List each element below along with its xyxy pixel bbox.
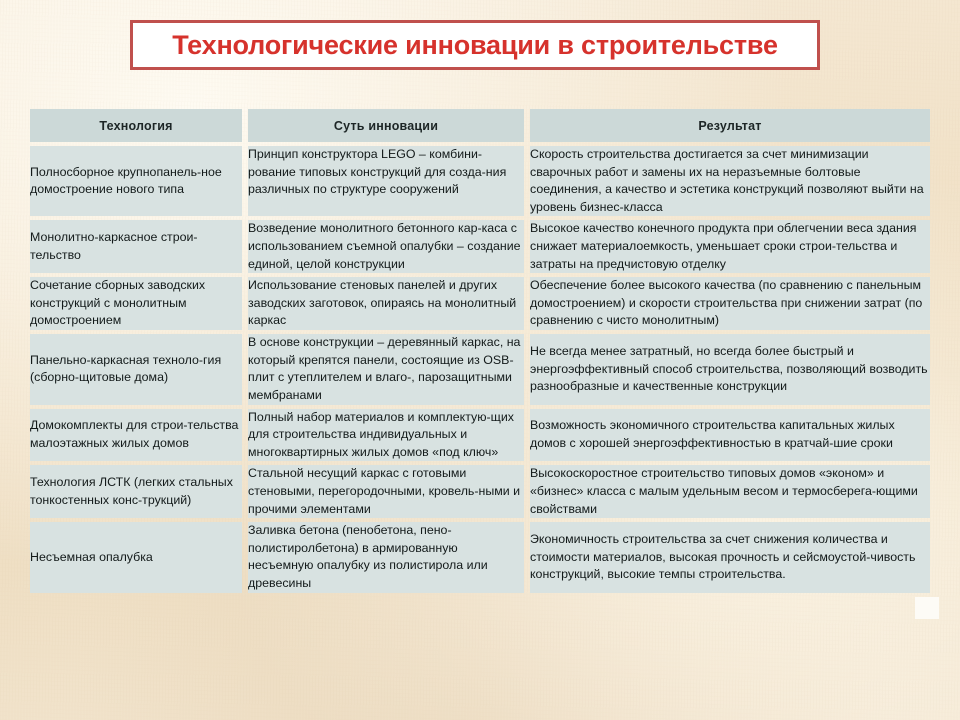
slide-title-box: [130, 20, 820, 70]
cell-result: Обеспечение более высокого качества (по сравнению с панельным домостроением) и скорости строительства при снижении затрат (по сравнению с чисто монолитным): [530, 277, 930, 330]
table-header-row: [30, 109, 930, 142]
table-row: [30, 220, 930, 273]
cell-technology: Монолитно-каркасное строи-тельство: [30, 220, 242, 273]
cell-result: Высокое качество конечного продукта при облегчении веса здания снижает материалоемкость, уменьшает сроки строи-тельства и затраты на предчистовую отделку: [530, 220, 930, 273]
table-header: [30, 109, 930, 142]
table-row: [30, 409, 930, 462]
table-row: [30, 277, 930, 330]
column-header-technology: Технология: [30, 109, 242, 142]
cell-result: Экономичность строительства за счет снижения количества и стоимости материалов, высокая прочность и сейсмоустой-чивость конструкций, высокие темпы строительства.: [530, 522, 930, 592]
table-row: [30, 146, 930, 216]
cell-technology: Технология ЛСТК (легких стальных тонкостенных конс-трукций): [30, 465, 242, 518]
table-row: [30, 465, 930, 518]
cell-essence: Стальной несущий каркас с готовыми стеновыми, перегородочными, кровель-ными и прочими элементами: [248, 465, 524, 518]
cell-technology: Панельно-каркасная техноло-гия (сборно-щитовые дома): [30, 334, 242, 404]
table-row: [30, 334, 930, 404]
slide-corner-artifact: [915, 597, 939, 619]
table-body: [30, 146, 930, 593]
cell-technology: Домокомплекты для строи-тельства малоэтажных жилых домов: [30, 409, 242, 462]
table-row: [30, 522, 930, 592]
cell-technology: Несъемная опалубка: [30, 522, 242, 592]
cell-technology: Полносборное крупнопанель-ное домостроение нового типа: [30, 146, 242, 216]
cell-result: Высокоскоростное строительство типовых домов «эконом» и «бизнес» класса с малым удельным весом и термосберега-ющими свойствами: [530, 465, 930, 518]
cell-essence: Заливка бетона (пенобетона, пено-полистиролбетона) в армированную несъемную опалубку из полистирола или древесины: [248, 522, 524, 592]
cell-essence: Возведение монолитного бетонного кар-каса с использованием съемной опалубки – создание единой, целой конструкции: [248, 220, 524, 273]
innovations-table: [24, 105, 936, 597]
cell-essence: В основе конструкции – деревянный каркас, на который крепятся панели, состоящие из OSB-плит с утеплителем и влаго-, парозащитными мембранами: [248, 334, 524, 404]
cell-result: Возможность экономичного строительства капитальных жилых домов с хорошей энергоэффективностью в кратчай-шие сроки: [530, 409, 930, 462]
cell-essence: Принцип конструктора LEGO – комбини-рование типовых конструкций для созда-ния различных по структуре сооружений: [248, 146, 524, 216]
cell-essence: Использование стеновых панелей и других заводских заготовок, опираясь на монолитный каркас: [248, 277, 524, 330]
page-title: Технологические инновации в строительстве: [172, 29, 778, 60]
cell-technology: Сочетание сборных заводских конструкций с монолитным домостроением: [30, 277, 242, 330]
column-header-result: Результат: [530, 109, 930, 142]
cell-result: Не всегда менее затратный, но всегда более быстрый и энергоэффективный способ строительства, позволяющий возводить разнообразные и качественные конструкции: [530, 334, 930, 404]
cell-result: Скорость строительства достигается за счет минимизации сварочных работ и замены их на неразъемные болтовые соединения, а качество и эстетика конструкций позволяют выйти на уровень бизнес-класса: [530, 146, 930, 216]
column-header-essence: Суть инновации: [248, 109, 524, 142]
cell-essence: Полный набор материалов и комплектую-щих для строительства индивидуальных и многоквартирных жилых домов «под ключ»: [248, 409, 524, 462]
